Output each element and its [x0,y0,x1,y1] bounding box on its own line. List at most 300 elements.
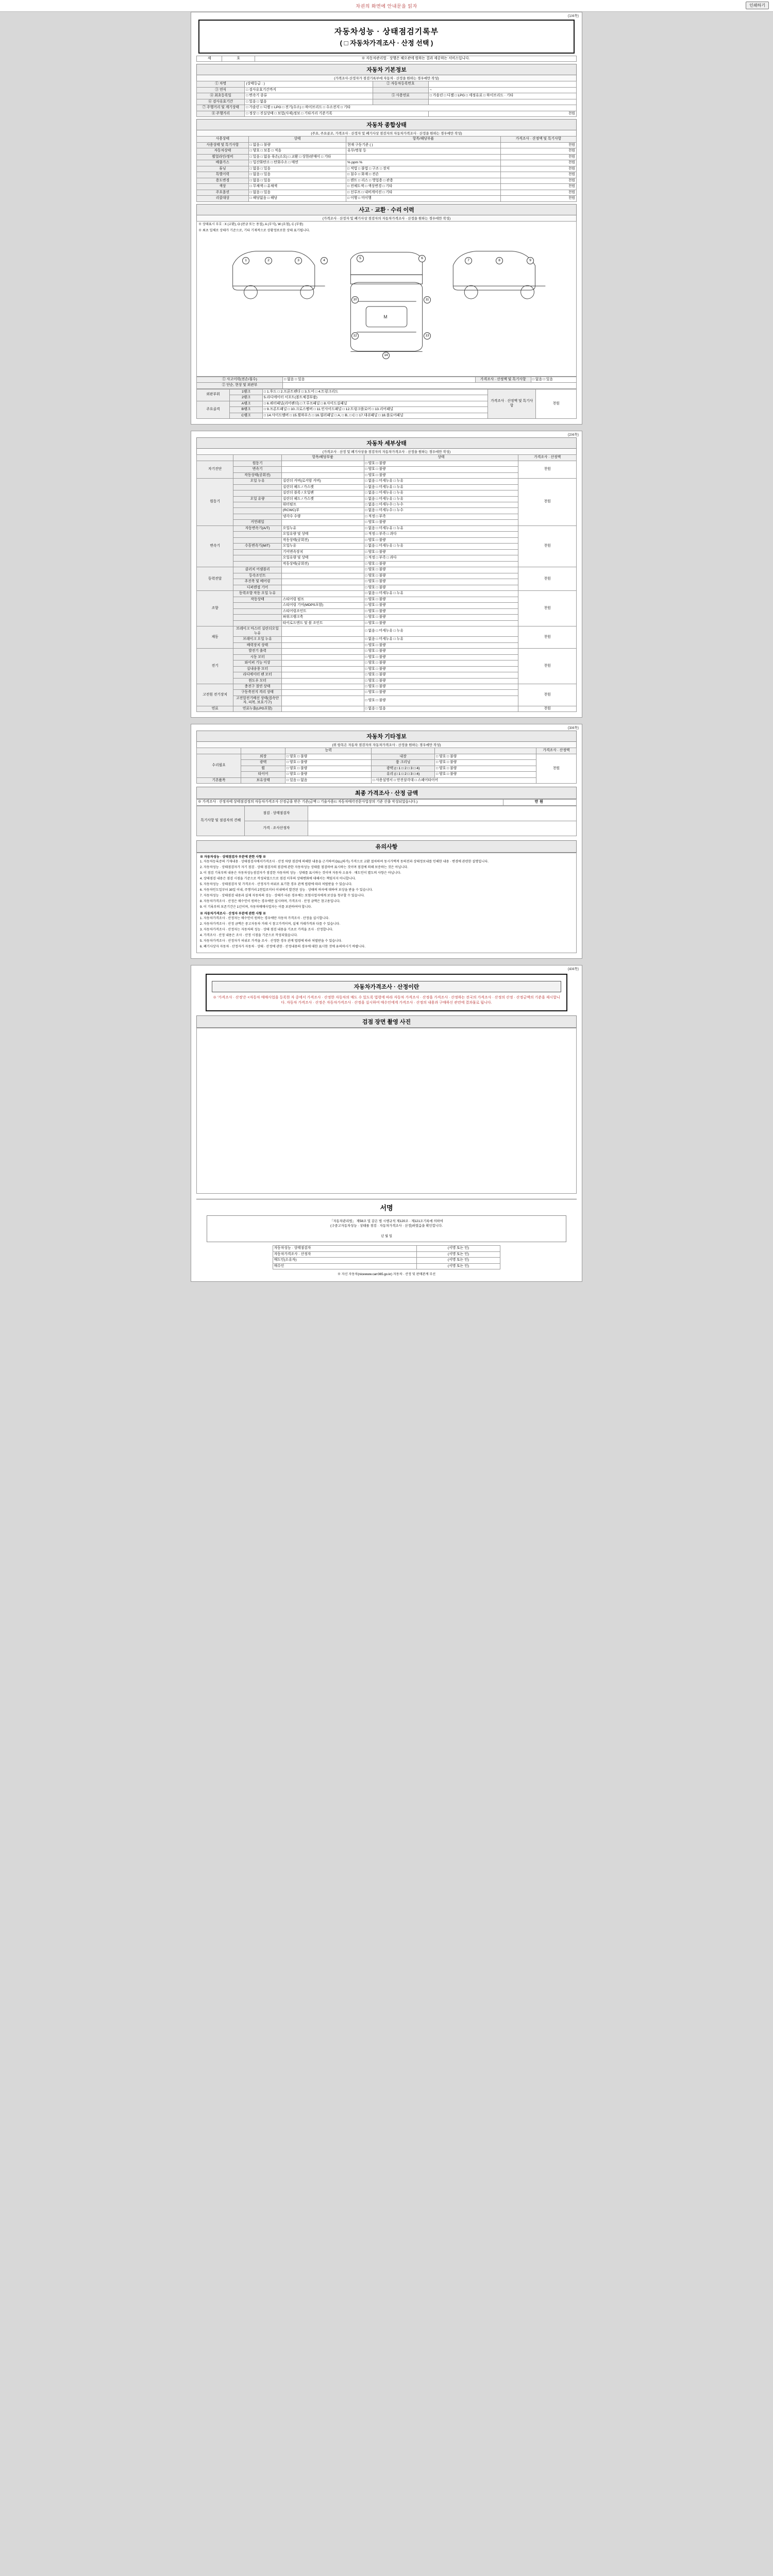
damage-marker-4[interactable]: 4 [321,257,328,264]
detail-part-2-3: 수동변속기(M/T) [233,544,281,549]
detail-sub-3-2 [281,579,364,585]
other-a-1[interactable]: □ 양호 □ 불량 [285,760,372,766]
damage-marker-11[interactable]: 11 [424,296,431,303]
panel-amount[interactable]: 천원 [536,389,577,418]
detail-part-4-1: 작동상태 [233,597,281,602]
detail-options-4-0[interactable]: □ 없음 □ 미세누유 □ 누유 [364,591,518,597]
overall-group-8: 주요옵션 [197,190,249,195]
accident-amt-0[interactable]: □ 없음 □ 있음 [531,377,576,382]
basic-value-0[interactable]: (상태등급 : ) [245,81,373,87]
detail-options-7-1[interactable]: □ 양호 □ 불량 [364,690,518,696]
car-damage-diagram [196,221,577,377]
detail-options-1-1[interactable]: □ 없음 □ 미세누유 □ 누유 [364,484,518,490]
signature-date[interactable]: 년 월 일 [380,1234,393,1238]
detail-group-0: 자기진단 [197,461,233,478]
other-col-1 [241,748,285,754]
other-col-0 [197,748,241,754]
detail-part-1-3: 오일 유량 [233,496,281,502]
detail-options-2-0[interactable]: □ 없음 □ 미세누유 □ 누유 [364,526,518,531]
overall-chk-5[interactable]: □ 없음 □ 있음 [248,172,346,178]
basic-label2-0: ② 자동차등록번호 [373,81,428,87]
top-notice-bar [0,0,773,12]
detail-part-2-5 [233,555,281,561]
detail-part-6-0: 발전기 출력 [233,649,281,654]
overall-amt-3: 천원 [500,160,576,166]
detail-amount-2[interactable]: 천원 [518,526,577,567]
other-b-1: 룸 크리닝 [372,760,435,766]
other-col-4 [435,748,536,754]
overall-amt-9: 천원 [500,196,576,201]
caution-item: 1. 자동차가격조사 · 산정자는 매수인이 원하는 경우에만 자동차 가격조사 · 산정을 실시합니다. [200,916,330,920]
detail-sub-2-1: 오일유량 및 상태 [281,532,364,537]
section-accident-head: 사고 · 교환 · 수리 이력 [196,204,577,215]
overall-chk-2[interactable]: □ 있음 □ 없음 육손(소요) □ 교환 □ 상한/판매이 □ 기타 [248,154,346,160]
detail-part-0-1: 변속기 [233,467,281,472]
panel-items-4[interactable]: □ 14.사이드멤버 □ 15.휠하우스 □ 16.필러패널 □ A, □ B, □ C □ 17.대쉬패널 □ 18.플로어패널 [262,413,488,418]
section-overall-note: (주요, 주요골조, 가격조사 · 산정자 및 폐기사상 점검자의 자동차가격조사 · 산정을 원하는 경우에만 작성) [196,130,577,136]
detail-options-6-4[interactable]: □ 양호 □ 불량 [364,672,518,678]
serial-no: 호 [222,56,255,62]
detail-sub-6-5 [281,678,364,684]
overall-amt-4: 천원 [500,166,576,172]
final-amount-value[interactable]: 만원 [503,800,576,805]
other-a-0[interactable]: □ 양호 □ 불량 [285,754,372,759]
detail-options-5-1[interactable]: □ 없음 □ 미세누유 □ 누유 [364,637,518,642]
panel-rank-1: 2랭크 [229,395,262,401]
detail-group-5: 제동 [197,626,233,649]
detail-amount-8[interactable]: 천원 [518,706,577,711]
detail-part-6-5: 윈도우 모터 [233,678,281,684]
basic-value-5[interactable]: □ 정상 □ 진실상태 □ 보험(사제)정보 □ 기타거리 기준기록 [245,111,428,116]
detail-part-5-1: 브레이크 오일 누유 [233,637,281,642]
detail-amount-1[interactable]: 천원 [518,479,577,526]
page-number-2: (2/4쪽) [567,433,579,437]
overall-chk-9[interactable]: □ 해당없음 □ 해당 [248,196,346,201]
detail-options-1-4[interactable]: □ 없음 □ 미세누수 □ 누수 [364,502,518,507]
detail-part-3-3: 디퍼렌셜 기어 [233,585,281,590]
detail-amount-3[interactable]: 천원 [518,567,577,591]
detail-sub-1-5: (RCWC)부 [281,508,364,514]
detail-amount-7[interactable]: 천원 [518,684,577,706]
detail-amount-4[interactable]: 천원 [518,591,577,626]
damage-marker-2[interactable]: 2 [265,257,272,264]
detail-part-4-4 [233,615,281,620]
detail-options-1-2[interactable]: □ 없음 □ 미세누유 □ 누유 [364,490,518,496]
sign-mark-2[interactable]: (서명 또는 인) [416,1258,500,1263]
table-row [197,461,577,466]
document-title: 자동차성능 · 상태점검기록부 [334,27,439,36]
detail-part-6-4: 라디에이터 팬 모터 [233,672,281,678]
damage-marker-8[interactable]: 8 [496,257,503,264]
accident-label-1: ② 단순, 현상 및 외관부 [197,383,283,388]
other-col-2 [372,748,435,754]
overall-amt-8: 천원 [500,190,576,195]
sheet-page-4 [191,965,582,1282]
detail-options-6-5[interactable]: □ 양호 □ 불량 [364,678,518,684]
caution-item: 7. 자동차성능 · 상태점검 내용과 실제 자동차의 성능 · 상태가 다른 경우에는 보험사업자에게 보상을 청구할 수 있습니다. [200,893,365,897]
damage-marker-9[interactable]: 9 [527,257,534,264]
detail-sub-0-0 [281,461,364,466]
detail-sub-6-4 [281,672,364,678]
basic-value-2[interactable]: □ 변속기 종류 [245,93,373,99]
other-c-0[interactable]: □ 양호 □ 불량 [435,754,536,759]
detail-part-0-0: 원동기 [233,461,281,466]
other-part-4: 보유상태 [241,777,285,783]
other-a-3[interactable]: □ 양호 □ 불량 [285,772,372,777]
overall-chk-0[interactable]: □ 없음 □ 불량 [248,142,346,148]
final-amount-head: 최종 가격조사 · 산정 금액 [196,787,577,799]
detail-part-1-2 [233,490,281,496]
signature-note-2: (구중고자동차성능 · 상태를 점검 · 자동차가격조사 · 산정)하였음을 확인합니다. [330,1224,443,1228]
table-row [197,626,577,637]
detail-col-0 [197,455,233,461]
special-note-table [196,806,577,836]
overall-amt-7: 천원 [500,184,576,190]
detail-part-7-1: 구동축전지 격리 상태 [233,690,281,696]
diagram-note-1: ※ 상태표시 부호 : X (교환), O (판금 또는 용접), A (부식), W (요철), C (부품) [198,222,304,226]
detail-options-2-3[interactable]: □ 없음 □ 미세누유 □ 누유 [364,544,518,549]
caution-item: 6. 자동차인도일부터 30일 이내, 주행거리 2천킬로미터 이내에서 발견된 성능 · 상태의 하자에 대하여 보상을 받을 수 있습니다. [200,888,373,892]
basic-label-0: ① 차명 [197,81,245,87]
special-row-1: 가격 · 조사산정자 [245,821,308,836]
overall-group-9: 리콜대상 [197,196,249,201]
detail-options-1-5[interactable]: □ 없음 □ 미세누수 □ 누수 [364,508,518,514]
panel-rank-4: C랭크 [229,413,262,418]
caution-item: 5. 자동차성능 · 상태점검자 및 가격조사 · 산정자가 허위로 표기한 경우 관계 법령에 따라 처벌받을 수 있습니다. [200,882,352,886]
detail-part-4-3 [233,608,281,614]
other-group-basic: 기본품목 [197,777,241,783]
detail-options-3-0[interactable]: □ 양호 □ 불량 [364,567,518,573]
panel-items-2[interactable]: □ 6.쿼터패널(리어펜더) □ 7.루프패널 □ 8.사이드실패널 [262,401,488,406]
basic-value2-3[interactable] [428,99,576,105]
overall-amt-5: 천원 [500,172,576,178]
damage-marker-7[interactable]: 7 [465,257,472,264]
detail-col-2: 항목/해당부품 [281,455,364,461]
diagram-note-2: ※ 최초 일체로 상태가 기준으로, 기타 기재적으로 상황정보로한 상태 표기됩니다. [198,229,310,233]
detail-part-6-2: 와이퍼 기능 이상 [233,660,281,666]
detail-part-2-1 [233,532,281,537]
detail-options-7-2[interactable]: □ 양호 □ 불량 [364,696,518,706]
car-outline-svg [197,234,576,361]
detail-group-8: 연료 [197,706,233,711]
caution-head: 유의사항 [196,840,577,853]
damage-marker-10[interactable]: 10 [351,296,359,303]
caution-item: 3. 자동차가격조사 · 산정자는 자동차의 성능 · 상태 점검 내용을 기초로 가격을 조사 · 산정합니다. [200,927,333,931]
other-part-1: 광택 [241,760,285,766]
detail-group-7: 고전원 전기장치 [197,684,233,706]
detail-part-3-0: 클러치 어셈블리 [233,567,281,573]
other-c-3[interactable]: □ 양호 □ 불량 [435,772,536,777]
detail-options-4-2[interactable]: □ 양호 □ 불량 [364,603,518,608]
detail-options-6-2[interactable]: □ 양호 □ 불량 [364,660,518,666]
accident-chk-0[interactable]: □ 없음 □ 있음 [283,377,476,382]
detail-sub-4-0 [281,591,364,597]
detail-options-1-0[interactable]: □ 없음 □ 미세누유 □ 누유 [364,479,518,484]
basic-value2-0[interactable] [428,81,576,87]
detail-part-2-0: 자동변속기(A/T) [233,526,281,531]
basic-label-2: ④ 최초등록일 [197,93,245,99]
basic-value-3[interactable]: □ 있음 □ 없음 [245,99,373,105]
table-row [197,649,577,654]
other-part-3: 타이어 [241,772,285,777]
basic-label2-1 [373,87,428,93]
caution-item: 4. 가격조사 · 산정 내용은 조사 · 산정 시점을 기준으로 작성되었습니다. [200,933,298,937]
detail-sub-2-4: 기어변속장치 [281,549,364,555]
detail-sub-1-6: 냉각수 수량 [281,514,364,519]
detail-part-6-1: 시동 모터 [233,654,281,660]
caution-block2-title: ※ 자동차가격조사 · 산정자 부분에 관한 사항 ※ [200,911,266,916]
caution-item: 6. 폐기사상자 자동차 · 산정자가 자동차 · 상태 · 산정에 관한 · 산정내용의 경우에 대한 표시한 것에 유의하시기 바랍니다. [200,944,366,948]
overall-memo-1[interactable]: 유무/명칭 등 [346,148,501,154]
detail-sub-2-5: 오일유량 및 상태 [281,555,364,561]
definition-box [206,974,567,1011]
signature-note-box [207,1215,566,1243]
basic-label-1: ③ 연식 [197,87,245,93]
detail-options-4-3[interactable]: □ 양호 □ 불량 [364,608,518,614]
detail-sub-1-4: 워터펌프 [281,502,364,507]
final-amount-note: ※ 가격조사 · 산정자에 상태점검정의 자동차가격조사 산정금을 받은 기준(금액 □ 기술사용/□ 자동차매각전문사업장의 기준 산출 작성되었습니다.) [197,800,503,805]
signature-head: 서명 [196,1199,577,1212]
detail-options-1-6[interactable]: □ 적정 □ 부족 [364,514,518,519]
sign-mark-3[interactable]: (서명 또는 인) [416,1263,500,1269]
detail-sub-5-1 [281,637,364,642]
other-c-1[interactable]: □ 양호 □ 불량 [435,760,536,766]
detail-group-2: 변속기 [197,526,233,567]
detail-sub-4-3: 스티어링조인트 [281,608,364,614]
caution-item: 2. 자동차가격조사 · 산정 금액은 중고자동차 거래 시 참고가격이며, 실제 거래가격과 다를 수 있습니다. [200,922,341,926]
detail-part-3-2: 추진축 및 베어링 [233,579,281,585]
basic-value2-2[interactable]: □ 가솔린 □ 디젤 □ LPG □ 세정유료 □ 하이브리드 · 기타 [428,93,576,99]
special-row-0: 점검 · 상태점검자 [245,806,308,821]
damage-marker-5[interactable]: 5 [357,255,364,262]
detail-options-7-0[interactable]: □ 양호 □ 불량 [364,684,518,690]
accident-chk-1[interactable] [283,383,577,388]
detail-options-2-1[interactable]: □ 적정 □ 부족 □ 과다 [364,532,518,537]
overall-group-7: 색상 [197,184,249,190]
document-subtitle: ( □ 자동차가격조사 · 산정 선택 ) [340,39,433,47]
sheet-page-3 [191,724,582,958]
overall-chk-4[interactable]: □ 없음 □ 있음 [248,166,346,172]
detail-col-4: 가격조사 · 산정액 [518,455,577,461]
detail-options-0-1[interactable]: □ 양호 □ 불량 [364,467,518,472]
serial-row-table [196,56,577,62]
overall-chk-1[interactable]: □ 양호 □ 보통 □ 적음 [248,148,346,154]
overall-chk-8[interactable]: □ 없음 □ 있음 [248,190,346,195]
basic-label-5: ⑧ 주행거리 [197,111,245,116]
section-basic-info-head: 자동차 기본정보 [196,64,577,75]
basic-label2-3 [373,99,428,105]
detail-options-6-3[interactable]: □ 양호 □ 불량 [364,666,518,672]
accident-label-0: ① 사고이력(전손/침수) [197,377,283,382]
other-a-2[interactable]: □ 양호 □ 불량 [285,766,372,771]
detail-options-0-0[interactable]: □ 양호 □ 불량 [364,461,518,466]
detail-amount-0[interactable]: 천원 [518,461,577,478]
basic-value2-5: 천원 [428,111,576,116]
section-overall-head: 자동차 종합상태 [196,119,577,130]
section-basic-info-note: (가격조사·산정자가 점검기록부에 자동차 · 산정을 원하는 경우에만 작성) [196,75,577,81]
table-row [197,567,577,573]
overall-col-0: 사용상태 [197,137,249,142]
detail-part-4-5 [233,620,281,626]
detail-sub-7-1 [281,690,364,696]
overall-chk-6[interactable]: □ 없음 □ 있음 [248,178,346,183]
overall-chk-7[interactable]: □ 무채색 □ 유채색 [248,184,346,190]
sign-role-2: 매도인(소유자) [273,1258,416,1263]
signature-table [273,1245,501,1269]
other-b-0: 내장 [372,754,435,759]
overall-chk-3[interactable]: □ 일산화탄소 □ 탄화수소 □ 매연 [248,160,346,166]
overall-amt-1: 천원 [500,148,576,154]
detail-options-1-7[interactable]: □ 양호 □ 불량 [364,520,518,526]
detail-sub-8-0 [281,706,364,711]
detail-options-4-1[interactable]: □ 양호 □ 불량 [364,597,518,602]
overall-memo-4[interactable]: □ 적법 □ 불법 □ 구조 □ 장치 [346,166,501,172]
detail-options-6-0[interactable]: □ 양호 □ 불량 [364,649,518,654]
damage-marker-12[interactable]: 12 [351,332,359,340]
detail-sub-4-2: 스티어링 기어(MDPS포함) [281,603,364,608]
detail-options-2-6[interactable]: □ 양호 □ 불량 [364,561,518,567]
special-value-0[interactable] [308,806,577,821]
detail-part-4-0: 동력조향 작동 오일 누유 [233,591,281,597]
panel-items-0[interactable]: □ 1.후드 □ 2.프론트펜더 □ 3.도어 □ 4.트렁크리드 [262,389,488,395]
detail-options-2-2[interactable]: □ 양호 □ 불량 [364,537,518,543]
detail-sub-1-3: 실린더 헤드 / 가스켓 [281,496,364,502]
other-col-3: 능력 [285,748,372,754]
overall-memo-9[interactable]: □ 이행 □ 미이행 [346,196,501,201]
detail-sub-1-2: 실린더 블록 / 오일팬 [281,490,364,496]
detail-sub-6-1 [281,654,364,660]
detail-part-8-0: 연료누출(LPG포함) [233,706,281,711]
detail-options-8-0[interactable]: □ 없음 □ 있음 [364,706,518,711]
table-row [197,526,577,531]
detail-options-6-1[interactable]: □ 양호 □ 불량 [364,654,518,660]
sheet-page-2 [191,431,582,718]
declare-text: ※ 자동차관리법 · 상행은 해오관에 원하는 결과 제공하는 서비스입니다. [255,56,577,62]
detail-sub-2-6: 작동상태(공회전) [281,561,364,567]
overall-memo-2[interactable] [346,154,501,160]
damage-marker-13[interactable]: 13 [424,332,431,340]
detail-group-3: 동력전달 [197,567,233,591]
detail-options-4-4[interactable]: □ 양호 □ 불량 [364,615,518,620]
caution-item: 2. 자동차성능 · 상태점검자가 자기 점검 · 상태 점검자의 점검에 관한 자동차성능 상태를 점검하여 표시하는 것이며 점검에 의해 보증하는 것은 아닙니다. [200,865,409,869]
caution-block1 [200,860,573,910]
accident-amt-head: 가격조사 · 산정액 및 특기사항 [475,377,531,382]
basic-info-table [196,81,577,117]
detail-state-table [196,454,577,712]
caution-body [196,853,577,953]
damage-marker-14[interactable]: 14 [382,352,390,359]
detail-options-3-3[interactable]: □ 양호 □ 불량 [364,585,518,590]
detail-part-7-2: 고전압전기배선 상태(접속단자, 피복, 보호기구) [233,696,281,706]
detail-amount-6[interactable]: 천원 [518,649,577,684]
photo-area[interactable] [196,1028,577,1194]
detail-options-1-3[interactable]: □ 없음 □ 미세누유 □ 누유 [364,496,518,502]
detail-amount-5[interactable]: 천원 [518,626,577,649]
overall-group-4: 튜닝 [197,166,249,172]
detail-options-4-5[interactable]: □ 양호 □ 불량 [364,620,518,626]
sign-role-3: 매수인 [273,1263,416,1269]
overall-memo-5[interactable]: □ 침수 □ 화재 □ 전손 [346,172,501,178]
basic-value-1[interactable]: □ 검사유효기간까지 [245,87,373,93]
sign-mark-1[interactable]: (서명 또는 인) [416,1251,500,1257]
detail-sub-2-2: 작동상태(공회전) [281,537,364,543]
table-row [197,706,577,711]
detail-options-2-5[interactable]: □ 적정 □ 부족 □ 과다 [364,555,518,561]
overall-memo-7[interactable]: □ 전체도색 □ 색상변경 □ 기타 [346,184,501,190]
panel-items-1[interactable]: 5.라디에이터 서포트(볼트체결부품) [262,395,488,401]
print-button[interactable]: 인쇄하기 [746,2,769,9]
section-detail-note: (가격조사 · 산정 및 폐기사상을 점검자의 자동차가격조사 · 산정을 원하는 경우에만 작성) [196,449,577,454]
other-info-table [196,748,577,784]
detail-options-3-1[interactable]: □ 양호 □ 불량 [364,573,518,579]
basic-label-4: ⑦ 주행거리 및 계기상태 [197,105,245,111]
car-center-label: M [383,314,388,319]
overall-group-3: 배출가스 [197,160,249,166]
caution-item: 8. 자동차가격조사 · 산정은 매수인이 원하는 경우에만 실시하며, 가격조사 · 산정 금액은 참고용입니다. [200,899,341,903]
damage-marker-1[interactable]: 1 [242,257,249,264]
detail-options-2-4[interactable]: □ 양호 □ 불량 [364,549,518,555]
detail-sub-6-3 [281,666,364,672]
detail-sub-4-4: 파워크랭크축 [281,615,364,620]
basic-value2-1[interactable]: ~ [428,87,576,93]
basic-value-4[interactable]: □ 가솔린 □ 디젤 □ LPG □ 전기(수소) □ 하이브리드 □ 수소전지 □ 기타 [245,105,577,111]
sign-mark-0[interactable]: (서명 또는 인) [416,1246,500,1251]
footer-note: ※ 자신 자동차(nicewww.carr365.go.kr) 자동차 · 산정 및 판매관계 부선 [337,1273,436,1277]
detail-part-6-3: 실내송풍 모터 [233,666,281,672]
definition-text: ※ '가격조사 · 산정'은 <자동차 매매사업을 등록한 자 중에서 가격조사 · 산정한 자동차의 매도 수 있도록 법령에 따라 자동차 가격조사 · 산정을 가격조사 · 산정하는 전국의 가격조사 · 산정의 산정 · 산정금액의 기준을 제시합니다. 자동차 가격조사 · 산정은 자동차가격조사 · 산정을 실시하여 매수인에게 가격조사 · 산정의 내용과 구매하신 관련에 결과물로 됩니다. [213,995,560,1005]
page-number-3: (3/4쪽) [567,726,579,731]
caution-item: 3. 이 점검 기록부의 내용은 자동차성능점검자가 점검한 자동차의 성능 · 상태를 표시하는 것이며 자동차 소유자 · 매도인이 별도의 사항은 아닙니다. [200,871,401,875]
detail-options-3-2[interactable]: □ 양호 □ 불량 [364,579,518,585]
overall-col-3: 가격조사 · 산정액 및 특기사항 [500,137,576,142]
special-value-1[interactable] [308,821,577,836]
other-b-4[interactable]: □ 사용설명서 □ 안전삼각대 □ 스페어타이어 [372,777,536,783]
other-c-2[interactable]: □ 양호 □ 불량 [435,766,536,771]
sign-role-1: 자동차가격조사 · 산정자 [273,1251,416,1257]
detail-options-5-2[interactable]: □ 양호 □ 불량 [364,642,518,648]
overall-group-0: 사용상태 및 특기사항 [197,142,249,148]
overall-memo-3[interactable]: % ppm % [346,160,501,166]
damage-marker-3[interactable]: 3 [295,257,302,264]
other-amount[interactable]: 천원 [536,754,576,783]
detail-part-1-6 [233,514,281,519]
page-number-1: (1/4쪽) [567,14,579,18]
overall-amt-0: 천원 [500,142,576,148]
overall-memo-0[interactable]: 현재 구동기준 ( ) [346,142,501,148]
detail-group-6: 전기 [197,649,233,684]
damage-marker-6[interactable]: 6 [418,255,426,262]
accident-history-table [196,377,577,389]
caution-block1-title: ※ 자동차성능 · 상태점검자 부분에 관한 사항 ※ [200,855,266,859]
overall-memo-6[interactable]: □ 렌트 □ 리스 □ 영업용 □ 관용 [346,178,501,183]
other-part-2: 휠 [241,766,285,771]
detail-group-1: 원동기 [197,479,233,526]
detail-sub-7-2 [281,696,364,706]
overall-amt-6: 천원 [500,178,576,183]
detail-group-4: 조향 [197,591,233,626]
panel-items-3[interactable]: □ 9.프론트패널 □ 10.크로스멤버 □ 11.인사이드패널 □ 12.트렁크플로어 □ 13.리어패널 [262,407,488,413]
overall-memo-8[interactable]: □ 선루프 □ 내비게이션 □ 기타 [346,190,501,195]
other-a-4[interactable]: □ 있음 □ 없음 [285,777,372,783]
detail-options-0-2[interactable]: □ 양호 □ 불량 [364,472,518,478]
overall-group-2: 휠얼라인/정비 [197,154,249,160]
caution-block2 [200,917,573,950]
other-part-0: 외장 [241,754,285,759]
panel-rank-3: B랭크 [229,407,262,413]
detail-options-5-0[interactable]: □ 없음 □ 미세누유 □ 누유 [364,626,518,637]
panel-group-outer: 외판부위 [197,389,230,401]
detail-sub-5-2 [281,642,364,648]
